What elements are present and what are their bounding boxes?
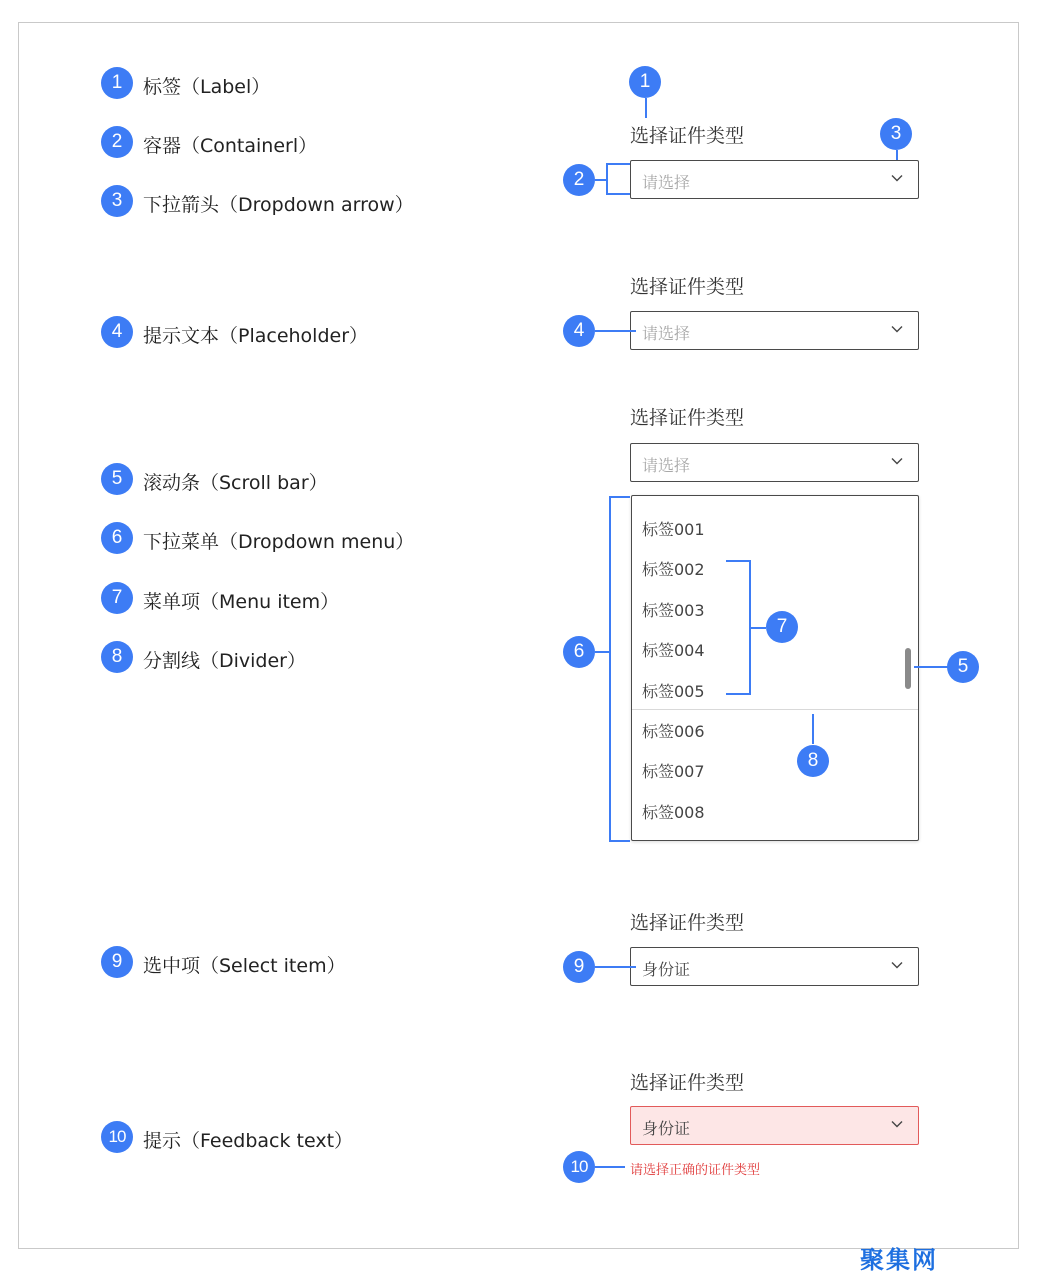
legend-badge-7: 7	[101, 582, 133, 614]
callout-line	[645, 98, 647, 118]
chevron-down-icon	[891, 959, 903, 971]
select-container[interactable]	[630, 160, 919, 199]
chevron-down-icon	[891, 455, 903, 467]
callout-bracket	[609, 496, 611, 842]
legend-menu-item: 菜单项（Menu item）	[143, 591, 340, 613]
menu-item[interactable]: 标签006	[642, 722, 705, 741]
legend-dropdown-arrow: 下拉箭头（Dropdown arrow）	[143, 194, 414, 216]
select-container-error[interactable]	[630, 1106, 919, 1145]
chevron-down-icon	[891, 172, 903, 184]
callout-badge-5: 5	[947, 651, 979, 683]
legend-badge-1: 1	[101, 67, 133, 99]
legend-badge-10: 10	[101, 1121, 133, 1153]
callout-bracket	[606, 193, 630, 195]
callout-badge-6: 6	[563, 636, 595, 668]
field-label: 选择证件类型	[630, 407, 745, 429]
callout-badge-9: 9	[563, 951, 595, 983]
menu-item[interactable]: 标签002	[642, 560, 705, 579]
placeholder-text: 请选择	[642, 324, 691, 343]
menu-item[interactable]: 标签005	[642, 682, 705, 701]
menu-item[interactable]: 标签004	[642, 641, 705, 660]
select-container[interactable]	[630, 947, 919, 986]
callout-line	[914, 666, 948, 668]
legend-placeholder: 提示文本（Placeholder）	[143, 325, 369, 347]
callout-bracket	[609, 840, 630, 842]
menu-item[interactable]: 标签001	[642, 520, 705, 539]
selected-value: 身份证	[642, 1119, 691, 1138]
select-container[interactable]	[630, 311, 919, 350]
callout-badge-2: 2	[563, 164, 595, 196]
menu-item[interactable]: 标签007	[642, 762, 705, 781]
callout-bracket	[726, 560, 750, 562]
placeholder-text: 请选择	[642, 456, 691, 475]
callout-bracket	[606, 163, 608, 195]
chevron-down-icon	[891, 323, 903, 335]
field-label: 选择证件类型	[630, 912, 745, 934]
legend-dropdown-menu: 下拉菜单（Dropdown menu）	[143, 531, 415, 553]
field-label: 选择证件类型	[630, 1072, 745, 1094]
legend-badge-5: 5	[101, 463, 133, 495]
field-label: 选择证件类型	[630, 276, 745, 298]
chevron-down-icon	[891, 1118, 903, 1130]
legend-badge-8: 8	[101, 641, 133, 673]
callout-badge-4: 4	[563, 315, 595, 347]
legend-badge-9: 9	[101, 946, 133, 978]
callout-line	[595, 1166, 625, 1168]
legend-label: 标签（Label）	[143, 76, 271, 98]
callout-badge-8: 8	[797, 745, 829, 777]
menu-item[interactable]: 标签008	[642, 803, 705, 822]
legend-divider: 分割线（Divider）	[143, 650, 306, 672]
callout-line	[595, 330, 636, 332]
callout-badge-7: 7	[766, 611, 798, 643]
legend-badge-6: 6	[101, 522, 133, 554]
callout-bracket	[606, 163, 630, 165]
callout-badge-1: 1	[629, 66, 661, 98]
legend-badge-4: 4	[101, 316, 133, 348]
legend-container: 容器（Containerl）	[143, 135, 318, 157]
callout-badge-3: 3	[880, 118, 912, 150]
legend-select-item: 选中项（Select item）	[143, 955, 346, 977]
legend-badge-2: 2	[101, 126, 133, 158]
callout-line	[750, 627, 766, 629]
legend-feedback-text: 提示（Feedback text）	[143, 1130, 354, 1152]
legend-badge-3: 3	[101, 185, 133, 217]
select-container[interactable]	[630, 443, 919, 482]
placeholder-text: 请选择	[642, 173, 691, 192]
callout-line	[595, 651, 610, 653]
selected-value: 身份证	[642, 960, 691, 979]
watermark-logo: 聚集网	[860, 1246, 938, 1274]
callout-badge-10: 10	[563, 1151, 595, 1183]
dropdown-menu	[631, 495, 919, 841]
menu-item[interactable]: 标签003	[642, 601, 705, 620]
callout-line	[595, 966, 636, 968]
menu-divider	[632, 709, 918, 710]
callout-line	[812, 714, 814, 744]
scroll-bar-thumb[interactable]	[905, 648, 911, 689]
field-label: 选择证件类型	[630, 125, 745, 147]
callout-bracket	[609, 496, 630, 498]
legend-scroll-bar: 滚动条（Scroll bar）	[143, 472, 328, 494]
callout-bracket	[726, 693, 750, 695]
feedback-text: 请选择正确的证件类型	[630, 1163, 761, 1178]
